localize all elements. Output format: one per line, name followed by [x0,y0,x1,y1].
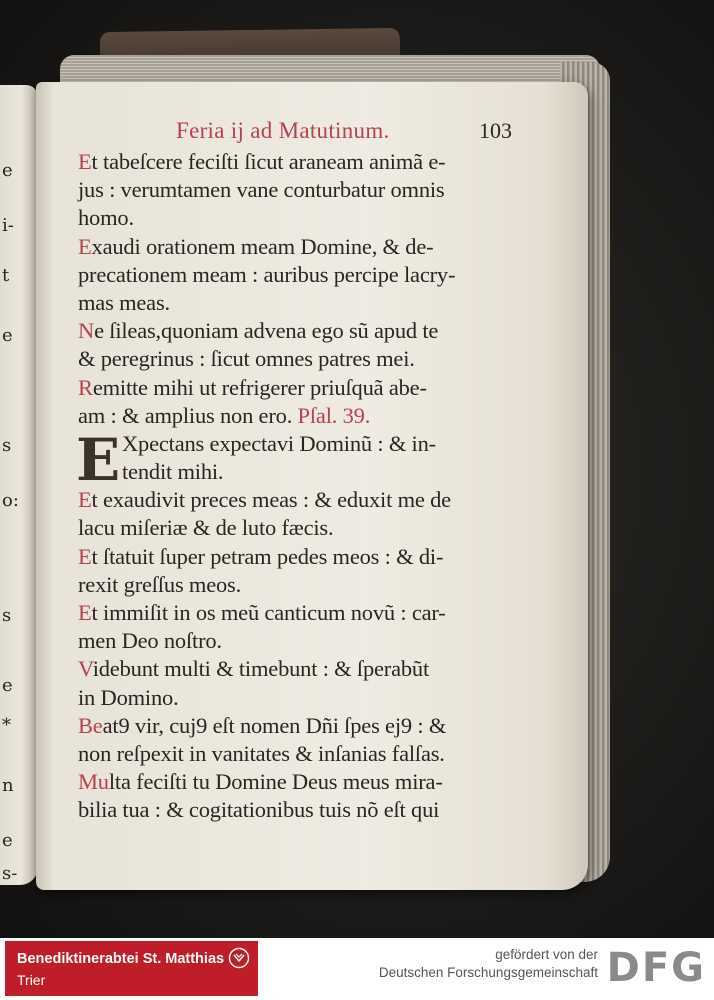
body-text: lta feciſti tu Domine Deus meus mira- [108,769,443,795]
rubric-text: R [78,374,93,400]
body-text: t tabeſcere feciſti ſicut araneam animã e- [91,149,446,174]
decorated-initial: E [76,425,121,494]
text-line [78,712,518,740]
rubric-text: Be [78,712,103,738]
book-page-edges-top [60,55,600,85]
body-text: e ſileas,quoniam advena ego sũ apud te [94,318,439,344]
text-line [78,289,518,317]
body-text: at9 vir, cuj9 eſt nomen Dñi ſpes ej9 : & [102,712,447,738]
text-line [78,599,518,627]
left-page-fragment: s- [2,863,18,884]
body-text: mas meas. [78,289,170,315]
body-text: t exaudivit preces meas : & eduxit me de [91,487,451,513]
body-text: xaudi orationem meam Domine, & de- [91,233,434,259]
body-text: emitte mihi ut refrigerer priuſquã abe- [92,374,427,400]
rubric-text: V [78,656,93,682]
abbey-seal-icon [228,947,250,969]
left-page-fragment: e [2,675,13,696]
body-text: idebunt multi & timebunt : & ſperabũt [92,656,430,682]
text-line [78,655,518,683]
text-line [78,402,518,430]
body-text: rexit greſſus meos. [78,571,242,597]
body-text: men Deo noſtro. [78,628,222,654]
initial-line-1: Xpectans expectavi Dominũ : & in- [122,430,436,456]
text-line [78,374,518,402]
body-text: in Domino. [78,684,179,710]
text-line [78,261,518,289]
left-page-fragment: e [2,325,13,346]
text-line [78,176,518,204]
left-page-fragment: o: [2,490,19,511]
rubric-text: N [78,318,95,344]
body-text: jus : verumtamen vane conturbatur omnis [78,177,445,203]
rubric-text: E [78,543,92,569]
text-line [78,740,518,768]
body-text: t ſtatuit ſuper petram pedes meos : & di- [91,543,444,569]
page-text [78,118,518,825]
verse-block-2 [78,486,518,824]
institution-badge[interactable] [5,941,258,996]
left-page-fragment: n [2,775,14,796]
left-page-fragment: e [2,830,13,851]
text-line [78,627,518,655]
body-text: homo. [78,205,134,231]
rubric-text: E [78,600,92,626]
body-text: precationem meam : auribus percipe lacry- [78,261,456,287]
initial-verse [76,425,518,494]
funding-note [379,946,598,982]
footer-banner [0,938,714,1000]
body-text: & peregrinus : ſicut omnes patres mei. [78,346,415,372]
rubric-text: E [78,487,92,513]
body-text: non reſpexit in vanitates & inſanias falſas. [78,740,445,766]
text-line [78,233,518,261]
institution-city: Trier [17,972,46,988]
rubric-text: E [78,233,92,259]
funding-line-2: Deutschen Forschungsgemeinschaft [378,965,598,980]
rubric-text: Mu [78,769,109,795]
verse-block-1 [78,148,518,430]
text-line [78,345,518,373]
body-text: am : & amplius non ero. [78,402,298,428]
left-page-fragment: s [2,435,12,456]
left-page-fragment: * [2,715,11,736]
rubric-text: Pſal. 39. [297,402,371,428]
rubric-text: E [78,149,92,174]
text-line [78,768,518,796]
page-title: Feria ij ad Matutinum. [176,118,390,143]
left-page-fragment: t [2,265,10,286]
text-line [78,543,518,571]
initial-line-2: tendit mihi. [122,459,224,485]
institution-name: Benediktinerabtei St. Matthias [17,951,225,967]
text-line [78,204,518,232]
text-line [78,796,518,824]
left-page-fragment: i- [2,215,14,236]
body-text: bilia tua : & cogitationibus tuis nõ eſt qui [78,797,440,823]
left-page-fragment: s [2,605,12,626]
text-line [78,486,518,514]
text-line [78,317,518,345]
text-line [78,514,518,542]
text-line [78,571,518,599]
left-page [0,85,38,885]
text-line [78,148,518,176]
page-number: 103 [479,118,512,143]
page-header [78,118,518,148]
dfg-logo[interactable]: DFG [606,945,706,991]
text-line [78,684,518,712]
body-text: lacu miſeriæ & de luto fæcis. [78,515,334,541]
left-page-fragment: e [2,160,13,181]
funding-line-1: gefördert von der [495,947,598,962]
body-text: t immiſit in os meũ canticum novũ : car- [91,600,446,626]
